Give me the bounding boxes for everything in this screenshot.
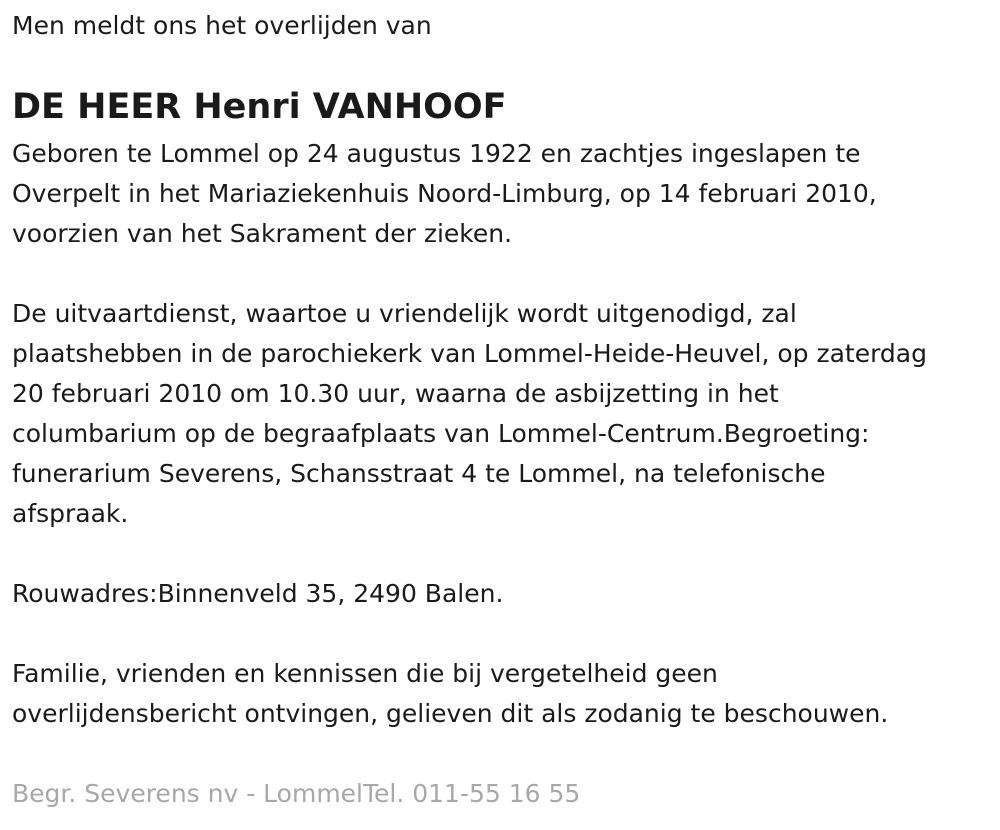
family-line: overlijdensbericht ontvingen, gelieven dit als zodanig te beschouwen. — [12, 699, 889, 728]
birth-line: Overpelt in het Mariaziekenhuis Noord-Limburg, op 14 februari 2010, — [12, 179, 877, 208]
service-line: columbarium op de begraafplaats van Lommel-Centrum.Begroeting: — [12, 419, 870, 448]
service-line: funerarium Severens, Schansstraat 4 te Lommel, na telefonische — [12, 459, 826, 488]
mourning-address — [12, 574, 503, 614]
service-paragraph — [12, 294, 927, 534]
family-line: Familie, vrienden en kennissen die bij vergetelheid geen — [12, 659, 718, 688]
deceased-name: DE HEER Henri VANHOOF — [12, 87, 507, 127]
funeral-home-footer: Begr. Severens nv - LommelTel. 011-55 16 55 — [12, 779, 581, 808]
service-line: plaatshebben in de parochiekerk van Lommel-Heide-Heuvel, op zaterdag — [12, 339, 927, 368]
birth-line: voorzien van het Sakrament der zieken. — [12, 219, 513, 248]
birth-line: Geboren te Lommel op 24 augustus 1922 en zachtjes ingeslapen te — [12, 139, 861, 168]
address-line: Rouwadres:Binnenveld 35, 2490 Balen. — [12, 579, 504, 608]
notice-intro: Men meldt ons het overlijden van — [12, 11, 432, 40]
service-line: 20 februari 2010 om 10.30 uur, waarna de asbijzetting in het — [12, 379, 779, 408]
birth-paragraph — [12, 134, 877, 254]
service-line: De uitvaartdienst, waartoe u vriendelijk wordt uitgenodigd, zal — [12, 299, 797, 328]
service-line: afspraak. — [12, 499, 129, 528]
family-paragraph — [12, 654, 888, 734]
